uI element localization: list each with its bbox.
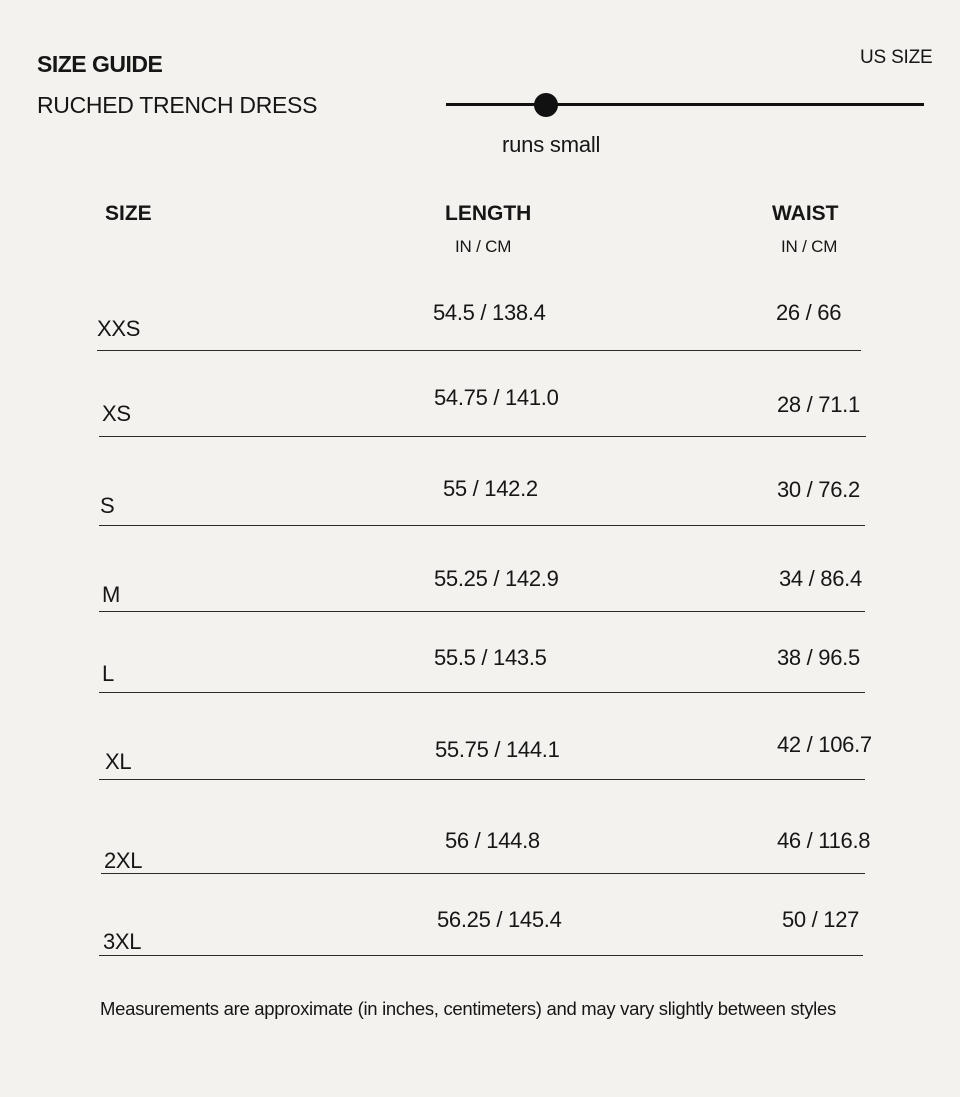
length-value: 55.25 / 142.9: [434, 566, 559, 591]
waist-value: 30 / 76.2: [777, 477, 860, 502]
footnote: Measurements are approximate (in inches, centimeters) and may vary slightly between styles: [100, 998, 836, 1019]
length-value: 56.25 / 145.4: [437, 907, 562, 932]
row-divider: [99, 955, 863, 956]
length-value: 55 / 142.2: [443, 476, 538, 501]
size-label: S: [100, 493, 115, 518]
row-divider: [99, 779, 865, 780]
row-divider: [97, 350, 861, 351]
row-divider: [99, 692, 865, 693]
size-label: XXS: [97, 316, 141, 341]
length-value: 54.75 / 141.0: [434, 385, 559, 410]
waist-value: 26 / 66: [776, 300, 842, 325]
size-label: 3XL: [103, 929, 142, 954]
column-header-length: LENGTH: [445, 202, 532, 225]
waist-value: 50 / 127: [782, 907, 860, 932]
column-header-waist: WAIST: [772, 202, 839, 225]
row-divider: [99, 525, 865, 526]
length-value: 55.5 / 143.5: [434, 645, 547, 670]
waist-unit-label: IN / CM: [781, 237, 838, 256]
waist-value: 34 / 86.4: [779, 566, 862, 591]
waist-value: 28 / 71.1: [777, 392, 860, 417]
row-divider: [99, 436, 866, 437]
product-name: RUCHED TRENCH DRESS: [37, 92, 318, 118]
size-label: XL: [105, 749, 132, 774]
page-title: SIZE GUIDE: [37, 51, 163, 77]
length-value: 54.5 / 138.4: [433, 300, 546, 325]
size-label: XS: [102, 401, 131, 426]
waist-value: 42 / 106.7: [777, 732, 872, 757]
length-value: 56 / 144.8: [445, 828, 540, 853]
waist-value: 46 / 116.8: [777, 828, 871, 853]
size-label: M: [102, 582, 121, 607]
size-label: 2XL: [104, 848, 143, 873]
length-value: 55.75 / 144.1: [435, 737, 560, 762]
fit-scale-label: runs small: [502, 132, 601, 157]
size-label: L: [102, 661, 114, 686]
column-header-size: SIZE: [105, 202, 152, 225]
row-divider: [101, 873, 865, 874]
length-unit-label: IN / CM: [455, 237, 512, 256]
waist-value: 38 / 96.5: [777, 645, 860, 670]
size-system-label: US SIZE: [860, 47, 933, 68]
fit-scale-track: [446, 103, 924, 106]
row-divider: [99, 611, 865, 612]
fit-scale-marker: [534, 93, 558, 117]
